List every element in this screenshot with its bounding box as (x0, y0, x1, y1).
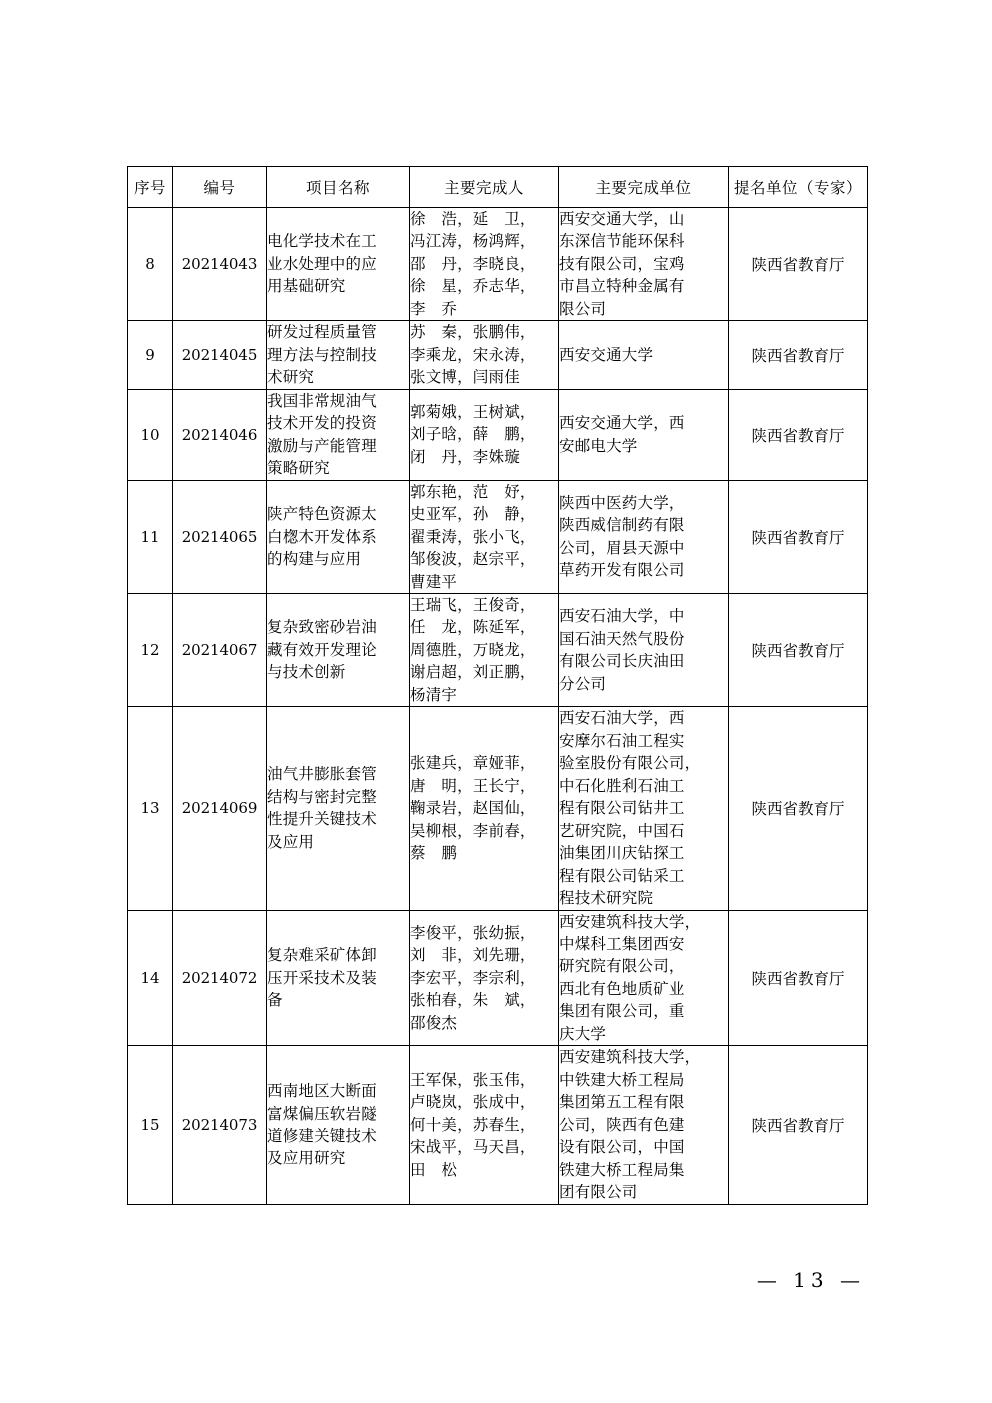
text-line: 安摩尔石油工程实 (559, 731, 685, 750)
text-line: 苏 秦，张鹏伟， (410, 323, 536, 342)
text-line: 周德胜，万晓龙， (410, 640, 536, 659)
text-line: 术研究 (267, 368, 315, 387)
text-line: 西安交通大学，山 (559, 210, 685, 228)
table-body (128, 208, 868, 1205)
cell-main-contributors (410, 389, 559, 480)
award-list-table (127, 166, 868, 1205)
text-line: 西安交通大学 (559, 345, 654, 364)
cell-main-contributors-text (410, 1069, 558, 1181)
text-line: 任 龙，陈延军， (410, 618, 536, 637)
text-line: 张柏春，朱 斌， (410, 991, 536, 1010)
cell-project-name (267, 389, 410, 480)
cell-project-name (267, 593, 410, 706)
award-list-table-container (127, 166, 867, 1205)
cell-nominating-unit: 陕西省教育厅 (729, 1046, 868, 1204)
cell-main-contributors (410, 1046, 559, 1204)
column-header-nominating-unit: 提名单位（专家） (729, 167, 868, 208)
cell-project-name-text (267, 944, 409, 1011)
text-line: 张建兵，章娅菲， (410, 754, 536, 773)
table-header-row (128, 167, 868, 208)
cell-main-contributors-text (410, 481, 558, 593)
text-line: 研发过程质量管 (267, 323, 377, 342)
text-line: 程有限公司钻采工 (559, 866, 685, 885)
text-line: 有限公司长庆油田 (559, 652, 685, 671)
text-line: 中铁建大桥工程局 (559, 1070, 685, 1089)
text-line: 限公司 (559, 299, 607, 318)
cell-main-contributors (410, 593, 559, 706)
cell-main-organizations-text (559, 412, 728, 457)
cell-main-organizations (559, 707, 729, 910)
text-line: 油集团川庆钻探工 (559, 844, 685, 863)
cell-seq: 9 (128, 321, 173, 389)
cell-main-contributors-text (410, 321, 558, 388)
cell-main-contributors-text (410, 752, 558, 864)
cell-project-name-text (267, 390, 409, 480)
text-line: 白楤木开发体系 (267, 527, 377, 546)
cell-project-name (267, 321, 410, 389)
text-line: 的构建与应用 (267, 550, 362, 569)
cell-code: 20214046 (173, 389, 267, 480)
text-line: 藏有效开发理论 (267, 640, 377, 659)
text-line: 铁建大桥工程局集 (559, 1160, 685, 1179)
table-row (128, 208, 868, 321)
cell-project-name (267, 1046, 410, 1204)
cell-main-contributors (410, 707, 559, 910)
cell-project-name-text (267, 321, 409, 388)
cell-main-contributors (410, 480, 559, 593)
cell-project-name-text (267, 230, 409, 297)
text-line: 李俊平，张幼振， (410, 923, 536, 942)
text-line: 电化学技术在工 (267, 232, 377, 251)
text-line: 复杂致密砂岩油 (267, 618, 377, 637)
text-line: 张文博，闫雨佳 (410, 368, 520, 387)
page-number-footer: — 13 — (756, 1268, 865, 1292)
cell-main-organizations-text (559, 707, 728, 909)
text-line: 策略研究 (267, 459, 330, 478)
text-line: 激励与产能管理 (267, 436, 377, 455)
text-line: 谢启超，刘正鹏， (410, 663, 536, 682)
text-line: 吴柳根，李前春， (410, 821, 536, 840)
text-line: 冯江涛，杨鸿辉， (410, 232, 536, 251)
cell-main-organizations (559, 1046, 729, 1204)
cell-main-contributors-text (410, 594, 558, 706)
text-line: 程有限公司钻井工 (559, 799, 685, 818)
cell-main-contributors (410, 321, 559, 389)
column-header-code: 编号 (173, 167, 267, 208)
cell-code: 20214069 (173, 707, 267, 910)
cell-main-contributors (410, 910, 559, 1046)
text-line: 性提升关键技术 (267, 810, 377, 829)
cell-seq: 12 (128, 593, 173, 706)
text-line: 西安建筑科技大学， (559, 1048, 701, 1067)
cell-project-name (267, 910, 410, 1046)
text-line: 集团有限公司，重 (559, 1002, 685, 1021)
cell-main-organizations-text (559, 344, 728, 366)
text-line: 陕西中医药大学， (559, 493, 685, 512)
text-line: 程技术研究院 (559, 889, 654, 908)
text-line: 邵俊杰 (410, 1013, 458, 1032)
cell-seq: 13 (128, 707, 173, 910)
text-line: 分公司 (559, 674, 607, 693)
cell-main-organizations (559, 480, 729, 593)
column-header-seq: 序号 (128, 167, 173, 208)
text-line: 田 松 (410, 1160, 458, 1179)
text-line: 翟秉涛，张小飞， (410, 527, 536, 546)
text-line: 西安交通大学，西 (559, 414, 685, 433)
text-line: 史亚军，孙 静， (410, 505, 536, 524)
table-row (128, 593, 868, 706)
text-line: 郭东艳，范 妤， (410, 482, 536, 501)
cell-nominating-unit: 陕西省教育厅 (729, 910, 868, 1046)
text-line: 团有限公司 (559, 1183, 638, 1202)
cell-project-name (267, 480, 410, 593)
text-line: 陕产特色资源太 (267, 505, 377, 524)
table-row (128, 910, 868, 1046)
text-line: 及应用 (267, 832, 315, 851)
cell-seq: 11 (128, 480, 173, 593)
cell-code: 20214065 (173, 480, 267, 593)
column-header-project-name: 项目名称 (267, 167, 410, 208)
cell-project-name (267, 208, 410, 321)
cell-code: 20214072 (173, 910, 267, 1046)
text-line: 李宏平，李宗利， (410, 968, 536, 987)
cell-nominating-unit: 陕西省教育厅 (729, 593, 868, 706)
table-row (128, 389, 868, 480)
text-line: 庆大学 (559, 1024, 607, 1043)
text-line: 安邮电大学 (559, 436, 638, 455)
text-line: 公司，眉县天源中 (559, 538, 685, 557)
text-line: 富煤偏压软岩隧 (267, 1104, 377, 1123)
cell-nominating-unit: 陕西省教育厅 (729, 480, 868, 593)
cell-seq: 14 (128, 910, 173, 1046)
text-line: 西北有色地质矿业 (559, 979, 685, 998)
cell-nominating-unit: 陕西省教育厅 (729, 389, 868, 480)
cell-project-name (267, 707, 410, 910)
text-line: 卢晓岚，张成中， (410, 1093, 536, 1112)
text-line: 验室股份有限公司， (559, 754, 701, 773)
text-line: 蔡 鹏 (410, 844, 458, 863)
text-line: 西安建筑科技大学， (559, 912, 701, 931)
cell-main-organizations (559, 208, 729, 321)
text-line: 李 乔 (410, 299, 458, 318)
text-line: 刘子晗，薛 鹏， (410, 425, 536, 444)
cell-main-organizations (559, 321, 729, 389)
text-line: 研究院有限公司， (559, 957, 685, 976)
cell-main-contributors (410, 208, 559, 321)
text-line: 徐 浩，延 卫， (410, 210, 536, 228)
text-line: 技有限公司，宝鸡 (559, 254, 685, 273)
text-line: 郭菊娥，王树斌， (410, 402, 536, 421)
cell-main-organizations-text (559, 911, 728, 1046)
text-line: 及应用研究 (267, 1149, 346, 1168)
text-line: 技术开发的投资 (267, 414, 377, 433)
text-line: 复杂难采矿体卸 (267, 946, 377, 965)
text-line: 与技术创新 (267, 663, 346, 682)
table-row (128, 1046, 868, 1204)
cell-main-contributors-text (410, 922, 558, 1034)
text-line: 邹俊波，赵宗平， (410, 550, 536, 569)
cell-nominating-unit: 陕西省教育厅 (729, 707, 868, 910)
text-line: 西南地区大断面 (267, 1082, 377, 1101)
text-line: 唐 明，王长宁， (410, 776, 536, 795)
cell-main-organizations (559, 389, 729, 480)
text-line: 曹建平 (410, 572, 458, 591)
cell-code: 20214073 (173, 1046, 267, 1204)
cell-main-contributors-text (410, 401, 558, 468)
cell-code: 20214043 (173, 208, 267, 321)
text-line: 李乘龙，宋永涛， (410, 345, 536, 364)
text-line: 结构与密封完整 (267, 787, 377, 806)
cell-project-name-text (267, 616, 409, 683)
text-line: 西安石油大学，西 (559, 709, 685, 728)
text-line: 备 (267, 991, 283, 1010)
text-line: 鞠录岩，赵国仙， (410, 799, 536, 818)
cell-nominating-unit: 陕西省教育厅 (729, 208, 868, 321)
text-line: 王瑞飞，王俊奇， (410, 595, 536, 614)
text-line: 集团第五工程有限 (559, 1093, 685, 1112)
text-line: 中煤科工集团西安 (559, 935, 685, 953)
cell-seq: 15 (128, 1046, 173, 1204)
cell-main-organizations-text (559, 1046, 728, 1203)
cell-seq: 8 (128, 208, 173, 321)
table-row (128, 707, 868, 910)
text-line: 杨清宇 (410, 685, 458, 704)
text-line: 闭 丹，李姝璇 (410, 447, 520, 466)
text-line: 刘 非，刘先珊， (410, 946, 536, 965)
text-line: 邵 丹，李晓良， (410, 254, 536, 273)
cell-main-contributors-text (410, 208, 558, 320)
text-line: 我国非常规油气 (267, 391, 377, 410)
text-line: 压开采技术及装 (267, 968, 377, 987)
text-line: 用基础研究 (267, 277, 346, 296)
text-line: 公司，陕西有色建 (559, 1115, 685, 1134)
text-line: 道修建关键技术 (267, 1126, 377, 1145)
cell-nominating-unit: 陕西省教育厅 (729, 321, 868, 389)
text-line: 宋战平，马天昌， (410, 1138, 536, 1157)
text-line: 东深信节能环保科 (559, 232, 685, 251)
column-header-main-organizations: 主要完成单位 (559, 167, 729, 208)
text-line: 业水处理中的应 (267, 254, 377, 273)
text-line: 中石化胜利石油工 (559, 776, 685, 795)
text-line: 草药开发有限公司 (559, 561, 685, 580)
column-header-main-contributors: 主要完成人 (410, 167, 559, 208)
table-row (128, 321, 868, 389)
text-line: 油气井膨胀套管 (267, 765, 377, 784)
cell-main-organizations-text (559, 492, 728, 582)
text-line: 设有限公司，中国 (559, 1138, 685, 1157)
text-line: 徐 星，乔志华， (410, 277, 536, 296)
text-line: 理方法与控制技 (267, 345, 377, 364)
table-header (128, 167, 868, 208)
text-line: 何十美，苏春生， (410, 1115, 536, 1134)
cell-project-name-text (267, 763, 409, 853)
cell-project-name-text (267, 503, 409, 570)
table-row (128, 480, 868, 593)
cell-main-organizations (559, 593, 729, 706)
text-line: 王军保，张玉伟， (410, 1070, 536, 1089)
cell-main-organizations-text (559, 605, 728, 695)
cell-code: 20214045 (173, 321, 267, 389)
text-line: 陕西威信制药有限 (559, 516, 685, 535)
cell-seq: 10 (128, 389, 173, 480)
text-line: 市昌立特种金属有 (559, 277, 685, 296)
text-line: 艺研究院，中国石 (559, 821, 685, 840)
cell-main-organizations (559, 910, 729, 1046)
cell-project-name-text (267, 1080, 409, 1170)
text-line: 国石油天然气股份 (559, 629, 685, 648)
cell-code: 20214067 (173, 593, 267, 706)
cell-main-organizations-text (559, 208, 728, 320)
text-line: 西安石油大学，中 (559, 607, 685, 626)
